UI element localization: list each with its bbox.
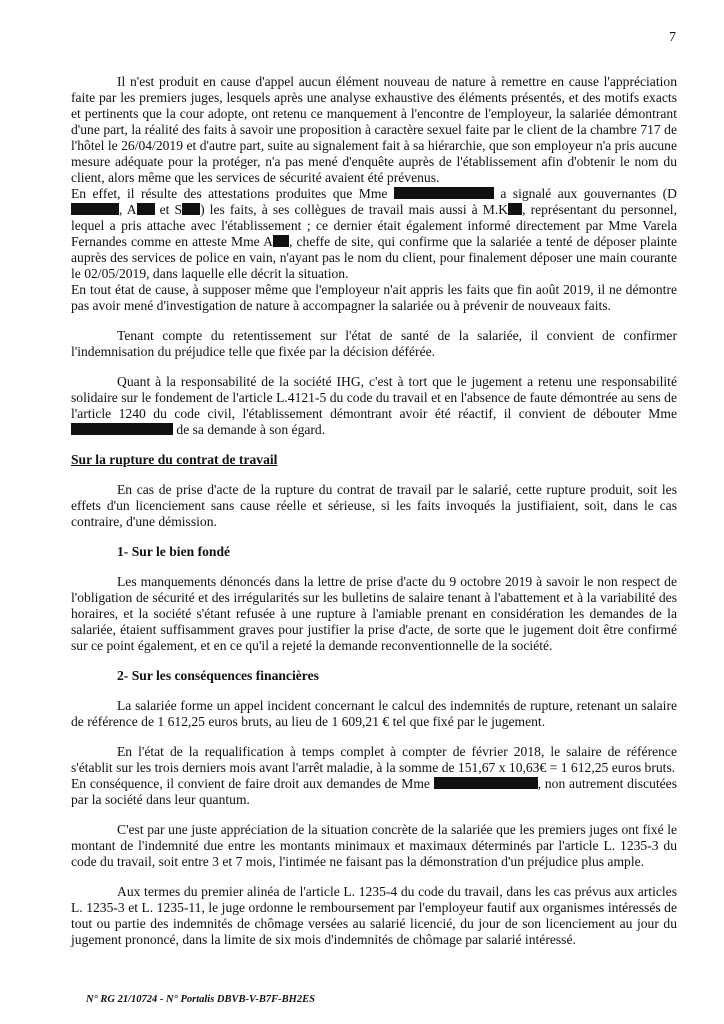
- text: de sa demande à son égard.: [176, 422, 326, 437]
- paragraph: C'est par une juste appréciation de la situation concrète de la salariée que les premiers juges ont fixé le montant de l'indemnité due entre les montants minimaux et maximaux déterminés par l'article L. 1235-3 du code du travail, soit entre 3 et 7 mois, l'intimée ne faisant pas la démonstration d'un préjudice plus ample.: [71, 822, 677, 869]
- text: , représentant du personnel, lequel a pris attache avec l'établissement ; ce dernier était également informé directement par Mme Varela Fernandes comme en atteste Mme A: [71, 202, 677, 249]
- subsection-heading: 2- Sur les conséquences financières: [117, 668, 319, 683]
- paragraph: En cas de prise d'acte de la rupture du contrat de travail par le salarié, cette rupture produit, soit les effets d'un licenciement sans cause réelle et sérieuse, si les faits invoqués la justifiaient, soit, dans le cas contraire, d'une démission.: [71, 482, 677, 529]
- text: En conséquence, il convient de faire droit aux demandes de Mme: [71, 776, 430, 791]
- section-heading: Sur la rupture du contrat de travail: [71, 452, 278, 467]
- paragraph: En tout état de cause, à supposer même que l'employeur n'ait appris les faits que fin août 2019, il ne démontre pas avoir mené d'investigation de nature à accompagner la salariée ou à prévenir de nouveaux faits.: [71, 282, 677, 313]
- text: , A: [119, 202, 137, 217]
- text: a signalé aux gouvernantes (: [500, 186, 668, 201]
- redaction-block: [394, 187, 494, 199]
- paragraph: La salariée forme un appel incident concernant le calcul des indemnités de rupture, retenant un salaire de référence de 1 612,25 euros bruts, au lieu de 1 609,21 € tel que fixé par le jugement.: [71, 698, 677, 729]
- redaction-block: [273, 235, 289, 247]
- paragraph: Il n'est produit en cause d'appel aucun élément nouveau de nature à remettre en cause l'appréciation faite par les premiers juges, lesquels après une analyse exhaustive des éléments présentés, et des motifs exacts et pertinents que la cour adopte, ont retenu ce manquement à l'encontre de l'employeur, la salariée démontrant d'une part, la réalité des faits à savoir une proposition à caractère sexuel faite par le client de la chambre 717 de l'hôtel le 26/04/2019 et d'autre part, suite au signalement fait à sa hiérarchie, que son employeur n'a pris aucune mesure adéquate pour la protéger, n'a pas mené d'enquête auprès de l'établissement afin d'obtenir le nom du client, alors même que les services de sécurité avaient été prévenus.: [71, 74, 677, 185]
- redaction-block: [71, 423, 173, 435]
- paragraph: Tenant compte du retentissement sur l'état de santé de la salariée, il convient de confirmer l'indemnisation du préjudice telle que fixée par la décision déférée.: [71, 328, 677, 359]
- paragraph: Aux termes du premier alinéa de l'article L. 1235-4 du code du travail, dans les cas prévus aux articles L. 1235-3 et L. 1235-11, le juge ordonne le remboursement par l'employeur fautif aux organismes intéressés de tout ou partie des indemnités de chômage versées au salarié licencié, du jour de son licenciement au jour du jugement prononcé, dans la limite de six mois d'indemnités de chômage par salarié intéressé.: [71, 884, 677, 947]
- redaction-block: [182, 203, 200, 215]
- redaction-block: [434, 777, 538, 789]
- paragraph: En l'état de la requalification à temps complet à compter de février 2018, le salaire de référence s'établit sur les trois derniers mois avant l'arrêt maladie, à la somme de 151,67 x 10,63€ = 1 612,25 euros bruts.: [71, 744, 677, 775]
- page-number: 7: [669, 30, 676, 45]
- redaction-block: [137, 203, 155, 215]
- subsection-heading: 1- Sur le bien fondé: [117, 544, 231, 559]
- paragraph: [71, 776, 677, 808]
- text: Quant à la responsabilité de la société IHG, c'est à tort que le jugement a retenu une responsabilité solidaire sur le fondement de l'article L.4121-5 du code du travail et en l'absence de faute démontrée au sens de l'article 1240 du code civil, l'établissement démontrant avoir été réactif, il convient de débouter Mme: [71, 374, 677, 421]
- paragraph: [71, 186, 677, 282]
- text: et S: [159, 202, 183, 217]
- text: , non autrement discutées par la société dans leur quantum.: [71, 776, 677, 807]
- redaction-block: [71, 203, 119, 215]
- document-reference-footer: N° RG 21/10724 - N° Portalis DBVB-V-B7F-BH2ES: [86, 994, 315, 1005]
- paragraph: Les manquements dénoncés dans la lettre de prise d'acte du 9 octobre 2019 à savoir le non respect de l'obligation de sécurité et des irrégularités sur les bulletins de salaire tenant à l'abattement et à la variabilité des horaires, et la société s'étant refusée à une rupture à l'amiable prenant en considération les demandes de la salariée, étaient suffisamment graves pour justifier la prise d'acte, de sorte que le jugement doit être confirmé sur ce point également, et en ce qu'il a rejeté la demande reconventionnelle de la société.: [71, 574, 677, 653]
- text: D: [667, 186, 677, 201]
- document-body: [71, 74, 677, 948]
- text: , cheffe de site, qui confirme que la salariée a tenté de déposer plainte auprès des services de police en vain, n'ayant pas le nom du client, pour finalement déposer une main courante le 02/05/2019, dans laquelle elle décrit la situation.: [71, 234, 677, 281]
- redaction-block: [508, 203, 522, 215]
- text: En effet, il résulte des attestations produites que Mme: [71, 186, 388, 201]
- paragraph: [71, 374, 677, 438]
- text: ) les faits, à ses collègues de travail mais aussi à M.K: [200, 202, 509, 217]
